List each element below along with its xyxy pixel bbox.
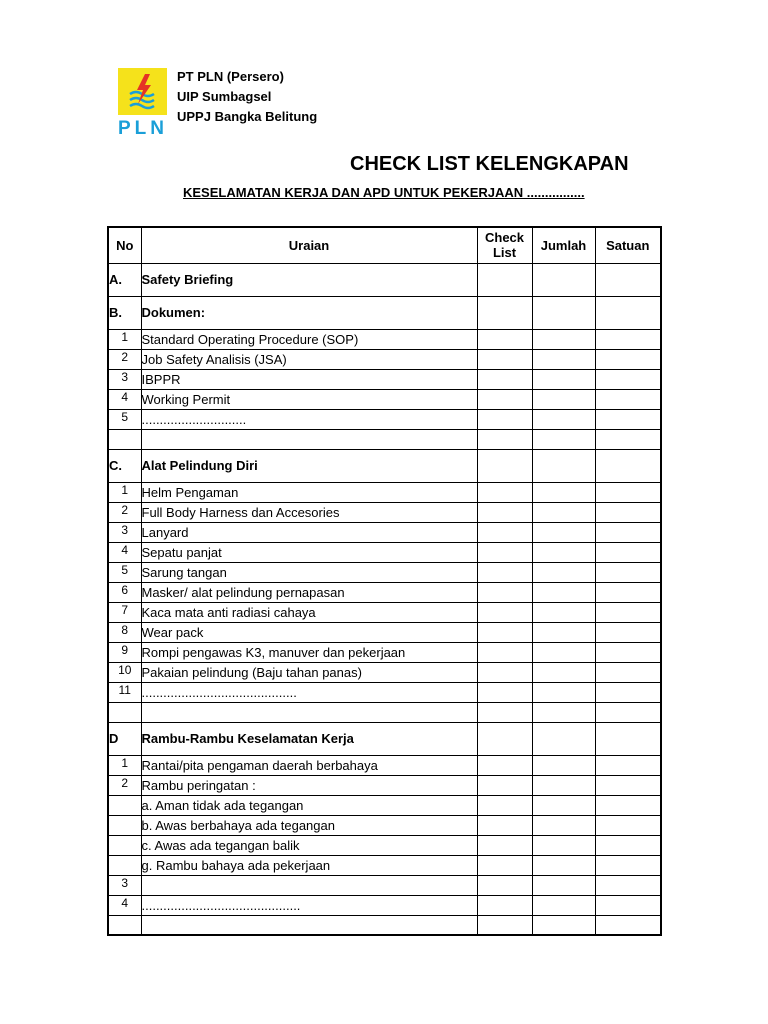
item-description: Working Permit [141, 389, 477, 409]
item-description: Rambu peringatan : [141, 775, 477, 795]
item-number: 3 [108, 875, 141, 895]
jumlah-cell[interactable] [532, 369, 595, 389]
item-number [108, 429, 141, 449]
satuan-cell[interactable] [595, 263, 661, 296]
item-number: 7 [108, 602, 141, 622]
item-number [108, 915, 141, 935]
jumlah-cell[interactable] [532, 875, 595, 895]
item-number: 2 [108, 349, 141, 369]
table-row [108, 682, 661, 702]
check-list-cell[interactable] [477, 329, 532, 349]
section-number: B. [108, 296, 141, 329]
check-list-cell[interactable] [477, 642, 532, 662]
check-list-cell[interactable] [477, 915, 532, 935]
item-number: 4 [108, 542, 141, 562]
item-description: b. Awas berbahaya ada tegangan [141, 815, 477, 835]
satuan-cell[interactable] [595, 329, 661, 349]
section-row [108, 263, 661, 296]
table-row [108, 502, 661, 522]
jumlah-cell[interactable] [532, 502, 595, 522]
check-list-cell[interactable] [477, 296, 532, 329]
header-check-list-line-1: Check [484, 230, 525, 246]
pln-logo [114, 66, 172, 140]
table-row [108, 562, 661, 582]
check-list-cell[interactable] [477, 835, 532, 855]
table-row [108, 369, 661, 389]
satuan-cell[interactable] [595, 349, 661, 369]
table-row [108, 775, 661, 795]
item-description: IBPPR [141, 369, 477, 389]
item-description: c. Awas ada tegangan balik [141, 835, 477, 855]
check-list-cell[interactable] [477, 875, 532, 895]
check-list-cell[interactable] [477, 895, 532, 915]
table-row [108, 875, 661, 895]
satuan-cell[interactable] [595, 389, 661, 409]
table-row [108, 542, 661, 562]
item-number: 3 [108, 522, 141, 542]
section-number: C. [108, 449, 141, 482]
check-list-cell[interactable] [477, 855, 532, 875]
check-list-cell[interactable] [477, 582, 532, 602]
item-number: 1 [108, 755, 141, 775]
item-number: 8 [108, 622, 141, 642]
table-row [108, 329, 661, 349]
check-list-cell[interactable] [477, 602, 532, 622]
check-list-cell[interactable] [477, 755, 532, 775]
jumlah-cell[interactable] [532, 795, 595, 815]
check-list-cell[interactable] [477, 449, 532, 482]
item-description: Lanyard [141, 522, 477, 542]
item-number: 4 [108, 389, 141, 409]
check-list-cell[interactable] [477, 349, 532, 369]
satuan-cell[interactable] [595, 522, 661, 542]
table-row [108, 582, 661, 602]
section-title: Alat Pelindung Diri [141, 449, 477, 482]
pln-lightning-icon [118, 68, 167, 115]
jumlah-cell[interactable] [532, 389, 595, 409]
check-list-cell[interactable] [477, 815, 532, 835]
item-number: 1 [108, 329, 141, 349]
item-number [108, 702, 141, 722]
item-number: 1 [108, 482, 141, 502]
item-description: Wear pack [141, 622, 477, 642]
satuan-cell[interactable] [595, 369, 661, 389]
satuan-cell[interactable] [595, 482, 661, 502]
satuan-cell[interactable] [595, 542, 661, 562]
header-check-list-line-2: List [492, 245, 517, 261]
table-header-row [108, 227, 661, 263]
check-list-cell[interactable] [477, 263, 532, 296]
check-list-cell[interactable] [477, 542, 532, 562]
check-list-cell[interactable] [477, 662, 532, 682]
item-number: 10 [108, 662, 141, 682]
item-description: Standard Operating Procedure (SOP) [141, 329, 477, 349]
item-description [141, 702, 477, 722]
table-row [108, 835, 661, 855]
item-number [108, 855, 141, 875]
item-description: Full Body Harness dan Accesories [141, 502, 477, 522]
jumlah-cell[interactable] [532, 263, 595, 296]
jumlah-cell[interactable] [532, 702, 595, 722]
table-row [108, 815, 661, 835]
check-list-cell[interactable] [477, 562, 532, 582]
blank-row [108, 429, 661, 449]
item-description [141, 915, 477, 935]
satuan-cell[interactable] [595, 795, 661, 815]
table-row [108, 409, 661, 429]
table-row [108, 482, 661, 502]
jumlah-cell[interactable] [532, 622, 595, 642]
jumlah-cell[interactable] [532, 296, 595, 329]
satuan-cell[interactable] [595, 835, 661, 855]
satuan-cell[interactable] [595, 449, 661, 482]
jumlah-cell[interactable] [532, 562, 595, 582]
table-row [108, 349, 661, 369]
jumlah-cell[interactable] [532, 582, 595, 602]
item-number [108, 795, 141, 815]
check-list-cell[interactable] [477, 389, 532, 409]
jumlah-cell[interactable] [532, 722, 595, 755]
item-description: a. Aman tidak ada tegangan [141, 795, 477, 815]
item-description [141, 875, 477, 895]
table-row [108, 389, 661, 409]
blank-row [108, 915, 661, 935]
table-row [108, 622, 661, 642]
item-description: Sarung tangan [141, 562, 477, 582]
table-body [108, 263, 661, 935]
check-list-cell[interactable] [477, 369, 532, 389]
section-title: Safety Briefing [141, 263, 477, 296]
section-title: Rambu-Rambu Keselamatan Kerja [141, 722, 477, 755]
item-description: Rompi pengawas K3, manuver dan pekerjaan [141, 642, 477, 662]
company-line-1: PT PLN (Persero) [177, 69, 284, 84]
item-description: Helm Pengaman [141, 482, 477, 502]
satuan-cell[interactable] [595, 602, 661, 622]
satuan-cell[interactable] [595, 562, 661, 582]
section-number: A. [108, 263, 141, 296]
header-no: No [108, 227, 141, 263]
jumlah-cell[interactable] [532, 429, 595, 449]
satuan-cell[interactable] [595, 755, 661, 775]
item-description [141, 429, 477, 449]
header-jumlah: Jumlah [532, 227, 595, 263]
satuan-cell[interactable] [595, 895, 661, 915]
check-list-cell[interactable] [477, 429, 532, 449]
company-block [177, 67, 317, 127]
satuan-cell[interactable] [595, 409, 661, 429]
check-list-cell[interactable] [477, 795, 532, 815]
item-description: Pakaian pelindung (Baju tahan panas) [141, 662, 477, 682]
item-number: 11 [108, 682, 141, 702]
table-row [108, 855, 661, 875]
check-list-cell[interactable] [477, 775, 532, 795]
item-number: 3 [108, 369, 141, 389]
header-check-list [477, 227, 532, 263]
check-list-cell[interactable] [477, 682, 532, 702]
satuan-cell[interactable] [595, 582, 661, 602]
page-subtitle: KESELAMATAN KERJA DAN APD UNTUK PEKERJAAN ................ [183, 185, 585, 200]
jumlah-cell[interactable] [532, 409, 595, 429]
item-description: ........................................... [141, 682, 477, 702]
table-row [108, 895, 661, 915]
item-number [108, 835, 141, 855]
jumlah-cell[interactable] [532, 855, 595, 875]
jumlah-cell[interactable] [532, 775, 595, 795]
page-title: CHECK LIST KELENGKAPAN [350, 153, 629, 175]
jumlah-cell[interactable] [532, 682, 595, 702]
satuan-cell[interactable] [595, 296, 661, 329]
logo-text: PLN [118, 118, 168, 139]
table-row [108, 642, 661, 662]
company-line-3: UPPJ Bangka Belitung [177, 109, 318, 124]
satuan-cell[interactable] [595, 775, 661, 795]
header-uraian: Uraian [141, 227, 477, 263]
section-row [108, 722, 661, 755]
item-description: Kaca mata anti radiasi cahaya [141, 602, 477, 622]
item-number: 2 [108, 502, 141, 522]
check-list-cell[interactable] [477, 502, 532, 522]
table-row [108, 755, 661, 775]
item-number: 5 [108, 562, 141, 582]
section-row [108, 449, 661, 482]
satuan-cell[interactable] [595, 875, 661, 895]
jumlah-cell[interactable] [532, 349, 595, 369]
item-description: Masker/ alat pelindung pernapasan [141, 582, 477, 602]
section-number: D [108, 722, 141, 755]
check-list-cell[interactable] [477, 622, 532, 642]
table-row [108, 795, 661, 815]
jumlah-cell[interactable] [532, 915, 595, 935]
jumlah-cell[interactable] [532, 835, 595, 855]
section-row [108, 296, 661, 329]
jumlah-cell[interactable] [532, 895, 595, 915]
jumlah-cell[interactable] [532, 542, 595, 562]
item-description: ............................................ [141, 895, 477, 915]
section-title: Dokumen: [141, 296, 477, 329]
jumlah-cell[interactable] [532, 522, 595, 542]
check-list-cell[interactable] [477, 409, 532, 429]
item-number [108, 815, 141, 835]
jumlah-cell[interactable] [532, 482, 595, 502]
satuan-cell[interactable] [595, 915, 661, 935]
jumlah-cell[interactable] [532, 642, 595, 662]
satuan-cell[interactable] [595, 682, 661, 702]
item-description: Job Safety Analisis (JSA) [141, 349, 477, 369]
jumlah-cell[interactable] [532, 602, 595, 622]
satuan-cell[interactable] [595, 429, 661, 449]
jumlah-cell[interactable] [532, 755, 595, 775]
company-line-2: UIP Sumbagsel [177, 89, 272, 104]
satuan-cell[interactable] [595, 702, 661, 722]
satuan-cell[interactable] [595, 815, 661, 835]
check-list-cell[interactable] [477, 482, 532, 502]
satuan-cell[interactable] [595, 662, 661, 682]
item-number: 9 [108, 642, 141, 662]
table-row [108, 602, 661, 622]
item-number: 5 [108, 409, 141, 429]
checklist-table [107, 226, 662, 936]
item-number: 4 [108, 895, 141, 915]
check-list-cell[interactable] [477, 522, 532, 542]
satuan-cell[interactable] [595, 855, 661, 875]
satuan-cell[interactable] [595, 622, 661, 642]
satuan-cell[interactable] [595, 722, 661, 755]
item-number: 2 [108, 775, 141, 795]
check-list-cell[interactable] [477, 702, 532, 722]
item-number: 6 [108, 582, 141, 602]
satuan-cell[interactable] [595, 642, 661, 662]
check-list-cell[interactable] [477, 722, 532, 755]
blank-row [108, 702, 661, 722]
item-description: g. Rambu bahaya ada pekerjaan [141, 855, 477, 875]
item-description: Sepatu panjat [141, 542, 477, 562]
jumlah-cell[interactable] [532, 449, 595, 482]
header-satuan: Satuan [595, 227, 661, 263]
item-description: Rantai/pita pengaman daerah berbahaya [141, 755, 477, 775]
table-row [108, 522, 661, 542]
satuan-cell[interactable] [595, 502, 661, 522]
table-row [108, 662, 661, 682]
jumlah-cell[interactable] [532, 329, 595, 349]
jumlah-cell[interactable] [532, 662, 595, 682]
item-description: ............................. [141, 409, 477, 429]
jumlah-cell[interactable] [532, 815, 595, 835]
